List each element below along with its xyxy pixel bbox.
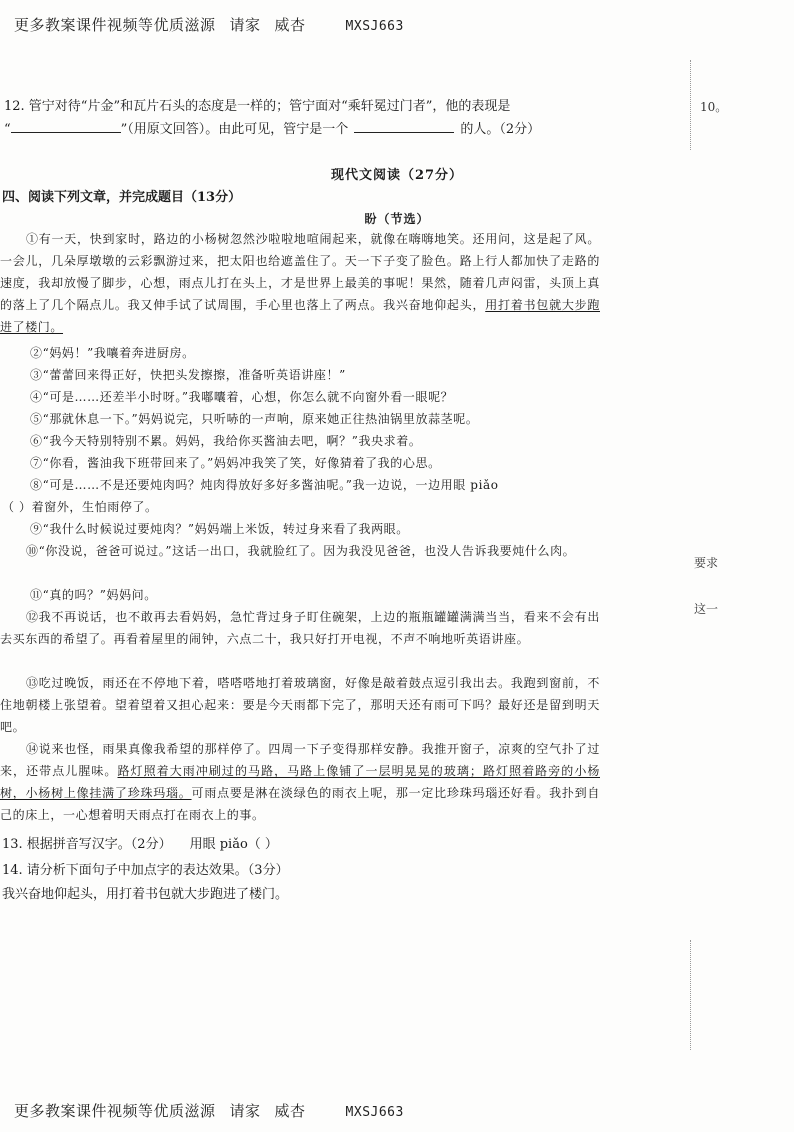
q12-answer-blank-2[interactable] [354, 120, 454, 133]
paragraph-9: ⑨“我什么时候说过要炖肉？”妈妈端上米饭，转过身来看了我两眼。 [30, 522, 409, 536]
q14-sentence: 我兴奋地仰起头，用打着书包就大步跑进了楼门。 [2, 887, 289, 902]
paragraph-4: ④“可是……还差半小时呀。”我嘟囔着，心想，你怎么就不向窗外看一眼呢？ [30, 390, 454, 404]
q13 [2, 836, 278, 854]
q13-prompt: 用眼 piǎo（ ） [189, 837, 278, 852]
section-heading: 四、阅读下列文章，并完成题目（13分） [2, 190, 242, 205]
paragraph-14-underlined: 路灯照着大雨冲刷过的马路，马路上像铺了一层明晃晃的玻璃；路灯照着路旁的小杨树，小杨树上像挂满了珍珠玛瑙。 [0, 764, 600, 800]
footer-name: 威杏 [274, 1102, 306, 1120]
header-please: 请家 [229, 16, 261, 34]
q12-end: 的人。（2分） [460, 122, 541, 137]
footer-please: 请家 [229, 1102, 261, 1120]
margin-mark-2: 要求 [694, 556, 719, 570]
margin-mark-1: 10。 [700, 100, 728, 114]
section-title: 现代文阅读（27分） [330, 168, 464, 183]
page-footer [14, 1100, 404, 1121]
paragraph-1 [0, 228, 600, 338]
paragraph-8-cont: （ ）着窗外，生怕雨停了。 [2, 500, 158, 514]
q12-line2 [4, 120, 540, 139]
paragraph-2: ②“妈妈！”我嚷着奔进厨房。 [30, 346, 195, 360]
paragraph-14-text: ⑭说来也怪，雨果真像我希望的那样停了。四周一下子变得那样安静。我推开窗子，凉爽的空气扑了过来，还带点儿腥味。 [0, 742, 600, 778]
footer-ad: 更多教案课件视频等优质滋源 [14, 1102, 216, 1120]
paragraph-6: ⑥“我今天特别特别不累。妈妈，我给你买酱油去吧，啊？”我央求着。 [30, 434, 422, 448]
paragraph-3: ③“蕾蕾回来得正好，快把头发擦擦，准备听英语讲座！” [30, 368, 346, 382]
q13-text: 13. 根据拼音写汉字。（2分） [2, 837, 172, 852]
paragraph-7: ⑦“你看，酱油我下班带回来了。”妈妈冲我笑了笑，好像猜着了我的心思。 [30, 456, 441, 470]
scan-margin-dots-1 [690, 60, 693, 150]
header-name: 威杏 [274, 16, 306, 34]
paragraph-8: ⑧“可是……不是还要炖肉吗？炖肉得放好多好多酱油呢。”我一边说，一边用眼 piǎo [30, 478, 499, 492]
footer-code: MXSJ663 [345, 1105, 404, 1120]
paragraph-11: ⑪“真的吗？”妈妈问。 [30, 588, 157, 602]
paragraph-13: ⑬吃过晚饭，雨还在不停地下着，嗒嗒嗒地打着玻璃窗，好像是敲着鼓点逗引我出去。我跑到窗前，不住地朝楼上张望着。望着望着又担心起来：要是今天雨都下完了，那明天还有雨可下吗？最好还是留到明天吧。 [0, 676, 600, 734]
header-code: MXSJ663 [345, 19, 404, 34]
article-title: 盼（节选） [364, 212, 430, 226]
q12-line1: 12. 管宁对待“片金”和瓦片石头的态度是一样的；管宁面对“乘轩冕过门者”，他的表现是 [4, 99, 511, 114]
paragraph-5: ⑤“那就休息一下。”妈妈说完，只听哧的一声响，原来她正往热油锅里放蒜茎呢。 [30, 412, 479, 426]
margin-mark-3: 这一 [694, 602, 719, 616]
paragraph-10: ⑩“你没说，爸爸可说过。”这话一出口，我就脸红了。因为我没见爸爸，也没人告诉我要炖什么肉。 [26, 544, 576, 558]
q12-answer-blank-1[interactable] [11, 120, 121, 133]
paragraph-14-text-end: 可雨点要是淋在淡绿色的雨衣上呢，那一定比珍珠玛瑙还好看。我扑到自己的床上，一心想着明天雨点打在雨衣上的事。 [0, 786, 600, 822]
paragraph-14 [0, 738, 600, 826]
paragraph-1-text: ①有一天，快到家时，路边的小杨树忽然沙啦啦地喧闹起来，就像在嗨嗨地笑。还用问，这是起了风。一会儿，几朵厚墩墩的云彩飘游过来，把太阳也给遮盖住了。天一下子变了脸色。路上行人都加快了走路的速度，我却放慢了脚步，心想，雨点儿打在头上，才是世界上最美的事呢！果然，随着几声闷雷，头顶上真的落上了几个隔点儿。我又伸手试了试周围，手心里也落上了两点。我兴奋地仰起头， [0, 232, 600, 312]
q14: 14. 请分析下面句子中加点字的表达效果。（3分） [2, 863, 289, 878]
page-header [14, 14, 404, 35]
paragraph-1-underlined: 用打着书包就大步跑进了楼门。 [0, 298, 600, 334]
scan-margin-dots-2 [690, 940, 693, 1050]
header-ad: 更多教案课件视频等优质滋源 [14, 16, 216, 34]
q12-open-quote: “ [4, 122, 11, 137]
paragraph-12: ⑫我不再说话，也不敢再去看妈妈，急忙背过身子盯住碗架，上边的瓶瓶罐罐满满当当，看来不会有出去买东西的希望了。再看着屋里的闹钟，六点二十，我只好打开电视，不声不响地听英语讲座。 [0, 610, 600, 646]
q12-mid: ”（用原文回答）。由此可见，管宁是一个 [120, 122, 349, 137]
